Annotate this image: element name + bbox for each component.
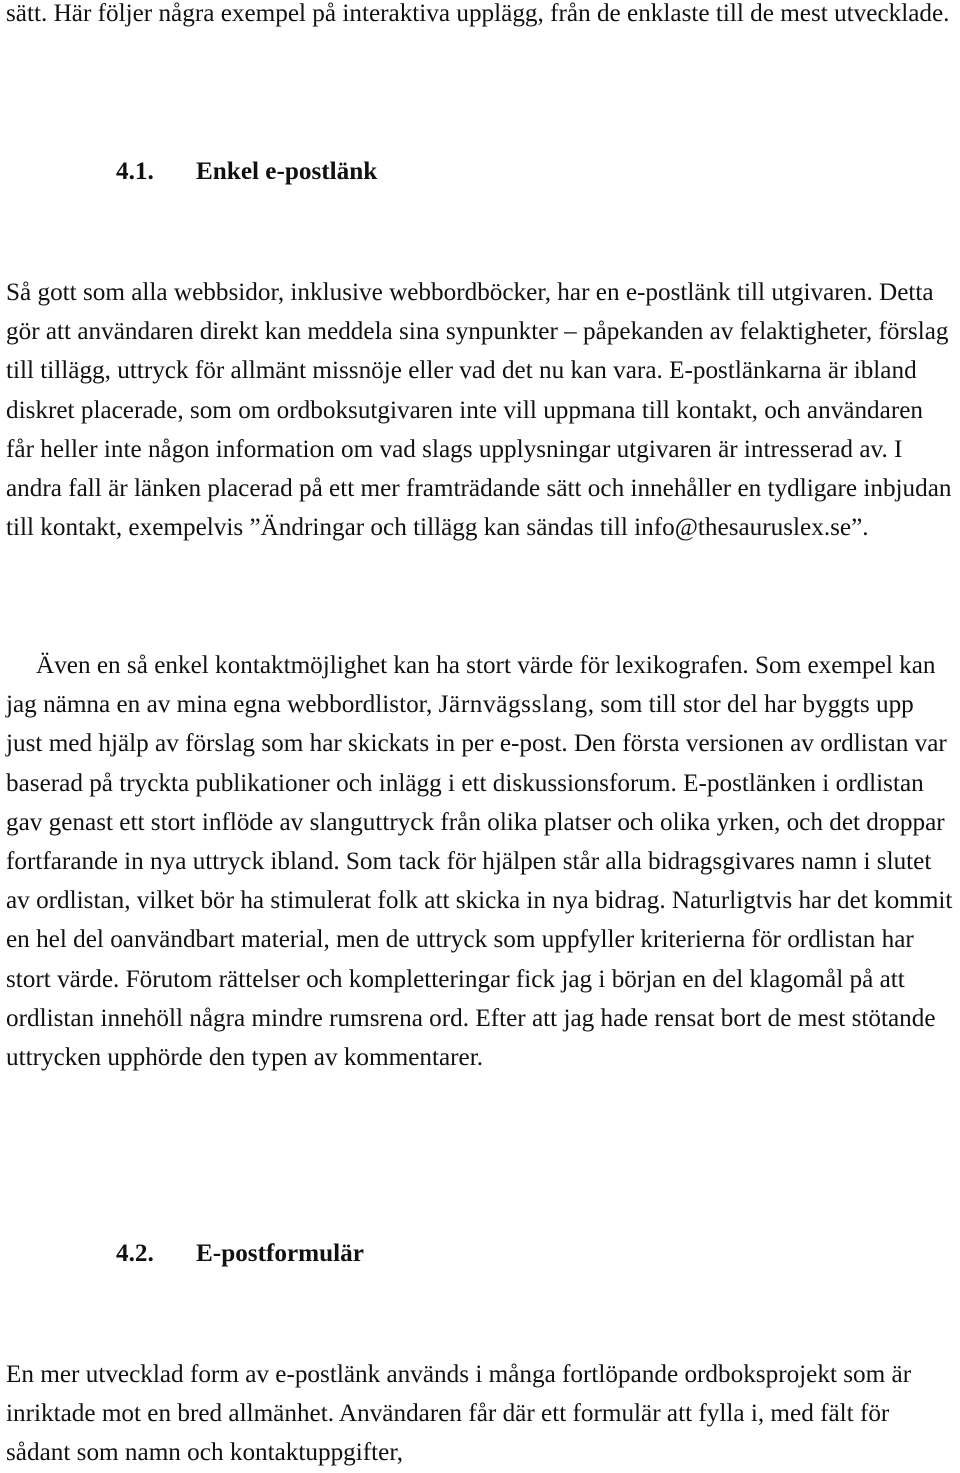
body-paragraph-3: En mer utvecklad form av e-postlänk används i många fortlöpande ordboksprojekt som är inriktade mot en bred allmänhet. Användaren får där ett formulär att fylla i, med fält för sådant som namn och kontaktuppgifter, (6, 1361, 912, 1467)
section-title: Enkel e-postlänk (196, 158, 378, 185)
section-heading-4-2 (116, 1234, 364, 1273)
section-number: 4.2. (116, 1240, 154, 1267)
paragraph-text: Även en så enkel kontaktmöjlighet kan ha stort värde för lexikografen. Som exempel kan jag nämna en av mina egna webbordlistor, (6, 652, 936, 719)
body-paragraph-1: Så gott som alla webbsidor, inklusive webbordböcker, har en e-postlänk till utgivaren. Detta gör att användaren direkt kan meddela sina synpunkter – påpekanden av felaktigheter, förslag till tillägg, uttryck för allmänt missnöje eller vad det nu kan vara. E-postlänkarna är ibland diskret placerade, som om ordboksutgivaren inte vill uppmana till kontakt, och användaren får heller inte någon information om vad slags upplysningar utgivaren är intresserad av. I andra fall är länken placerad på ett mer framträdande sätt och innehåller en tydligare inbjudan till kontakt, exempelvis ”Ändringar och tillägg kan sändas till info@thesauruslex.se”. (6, 279, 952, 542)
paragraph-text: , som till stor del har byggts upp just med hjälp av förslag som har skickats in per e-post. Den första versionen av ordlistan var baserad på tryckta publikationer och inlägg i ett diskussionsforum. E-postlänken i ordlistan gav genast ett stort inflöde av slanguttryck från olika platser och olika yrken, och det droppar fortfarande in nya uttryck ibland. Som tack för hjälpen står alla bidragsgivares namn i slutet av ordlistan, vilket bör ha stimulerat folk att skicka in nya bidrag. Naturligtvis har det kommit en hel del oanvändbart material, men de uttryck som uppfyller kriterierna för ordlistan har stort värde. Förutom rättelser och kompletteringar fick jag i början en del klagomål på att ordlistan innehöll några mindre rumsrena ord. Efter att jag hade rensat bort de mest stötande uttrycken upphörde den typen av kommentarer. (6, 691, 953, 1072)
intro-paragraph: sätt. Här följer några exempel på interaktiva upplägg, från de enklaste till de mest utvecklade. (6, 0, 950, 27)
wordlist-title: Järnvägsslang (438, 691, 588, 719)
section-number: 4.1. (116, 158, 154, 185)
section-heading-4-1 (116, 152, 377, 191)
section-title: E-postformulär (196, 1240, 364, 1267)
body-paragraph-2 (6, 646, 956, 1077)
